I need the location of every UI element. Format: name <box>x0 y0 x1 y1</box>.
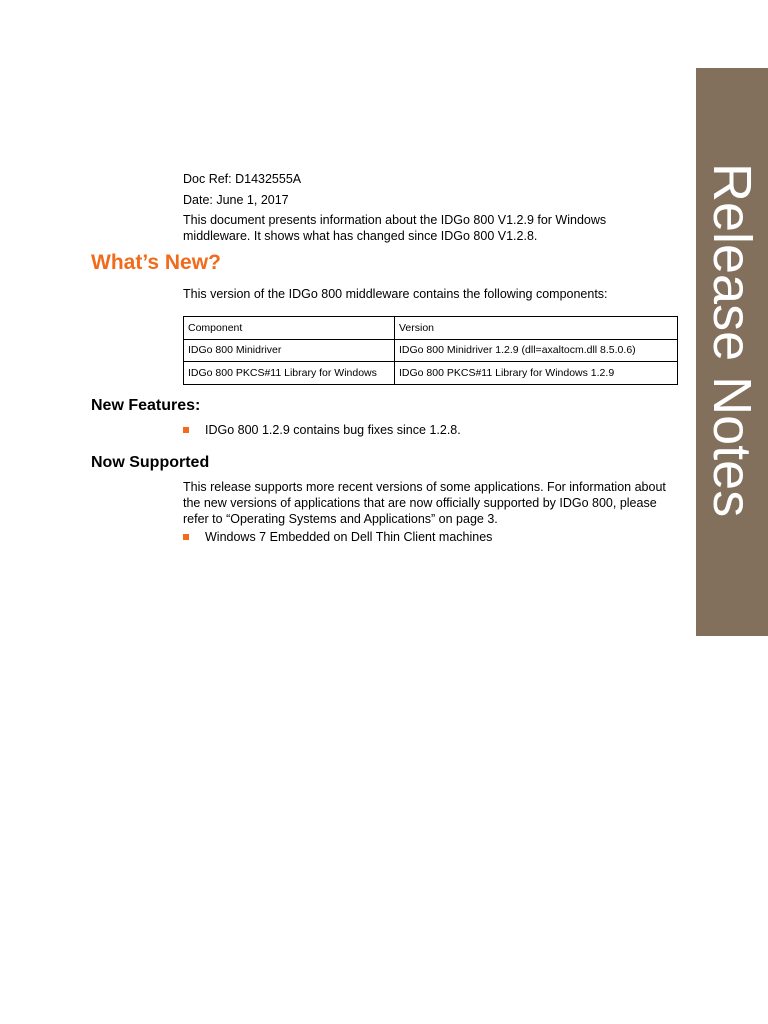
table-cell: IDGo 800 PKCS#11 Library for Windows <box>184 362 395 385</box>
now-supported-paragraph: This release supports more recent versions of some applications. For information about the new versions of applications that are now officially supported by IDGo 800, please refer to “Operating Systems and Applications” on page 3. <box>183 480 666 526</box>
table-cell: IDGo 800 Minidriver <box>184 339 395 362</box>
table-header-cell: Version <box>395 317 678 340</box>
whats-new-intro: This version of the IDGo 800 middleware contains the following components: <box>183 287 608 301</box>
doc-ref: Doc Ref: D1432555A <box>183 172 302 186</box>
table-cell: IDGo 800 PKCS#11 Library for Windows 1.2.9 <box>395 362 678 385</box>
table-header-row <box>184 317 678 340</box>
doc-date: Date: June 1, 2017 <box>183 193 289 207</box>
square-bullet-icon <box>183 534 189 540</box>
side-banner-title: Release Notes <box>702 163 762 518</box>
table-cell: IDGo 800 Minidriver 1.2.9 (dll=axaltocm.dll 8.5.0.6) <box>395 339 678 362</box>
list-item-text: Windows 7 Embedded on Dell Thin Client machines <box>205 530 493 544</box>
table-row <box>184 362 678 385</box>
list-item-text: IDGo 800 1.2.9 contains bug fixes since 1.2.8. <box>205 423 461 437</box>
whats-new-heading: What’s New? <box>91 251 221 274</box>
side-banner <box>696 68 768 636</box>
new-features-heading: New Features: <box>91 397 201 414</box>
square-bullet-icon <box>183 427 189 433</box>
intro-paragraph: This document presents information about the IDGo 800 V1.2.9 for Windows middleware. It shows what has changed since IDGo 800 V1.2.8. <box>183 213 607 243</box>
components-table <box>183 316 678 385</box>
table-row <box>184 339 678 362</box>
now-supported-heading: Now Supported <box>91 454 210 471</box>
table-header-cell: Component <box>184 317 395 340</box>
